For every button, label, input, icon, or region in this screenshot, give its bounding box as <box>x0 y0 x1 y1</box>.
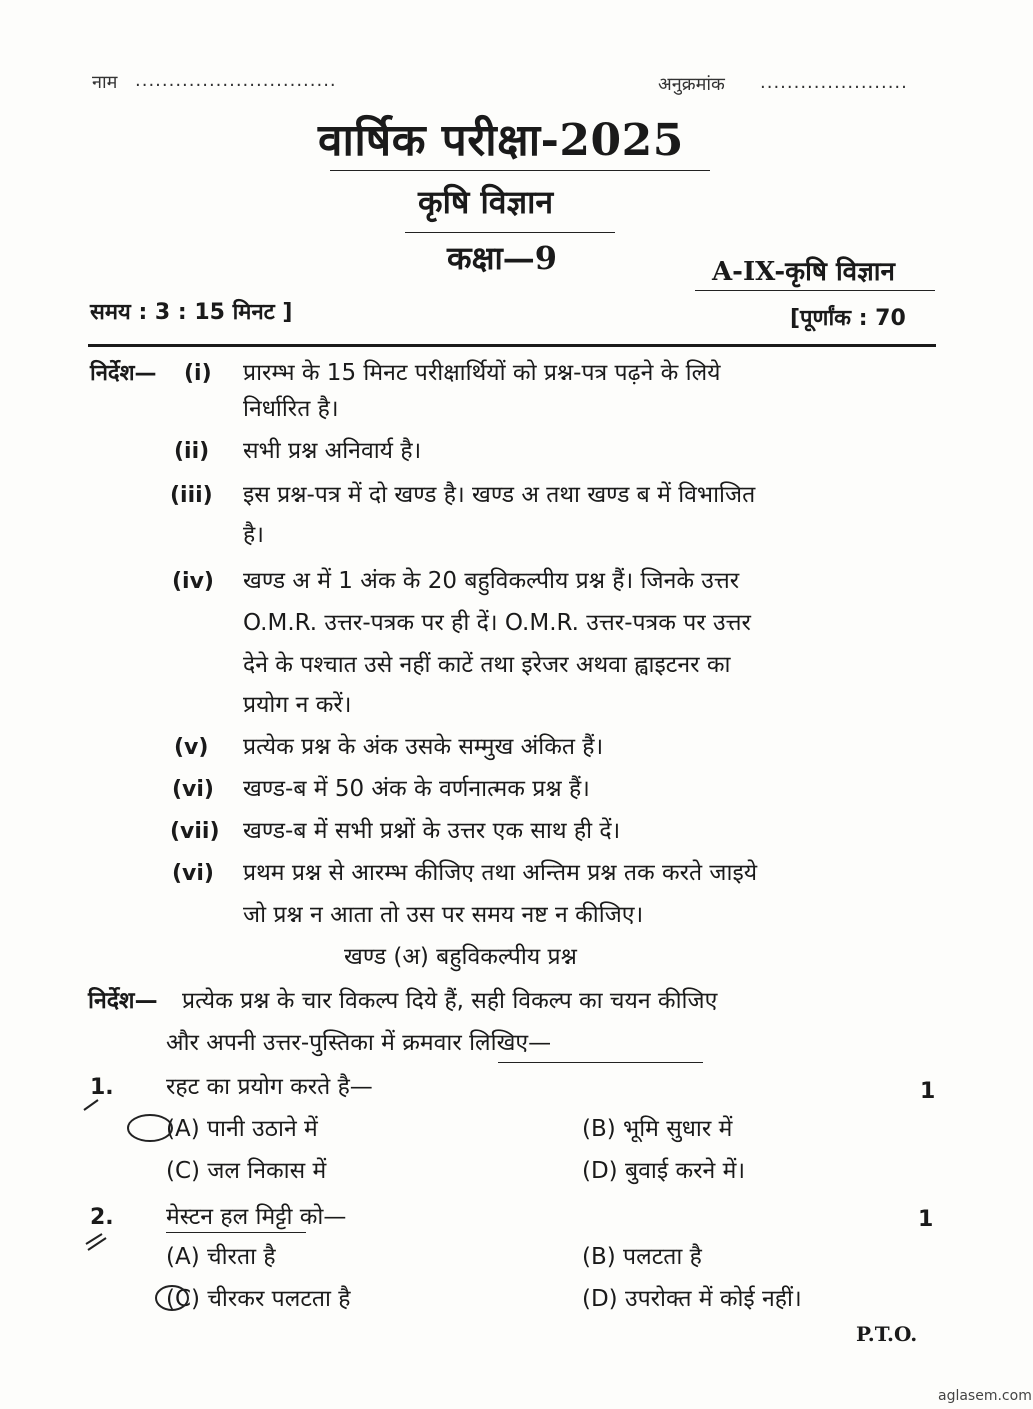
question-number: 2. <box>90 1205 114 1230</box>
option-a: (A) पानी उठाने में <box>166 1116 318 1142</box>
instruction-text: सभी प्रश्न अनिवार्य है। <box>243 438 422 464</box>
instruction-text: प्रारम्भ के 15 मिनट परीक्षार्थियों को प्रश्न-पत्र पढ़ने के लिये <box>243 360 721 386</box>
instruction-text: प्रथम प्रश्न से आरम्भ कीजिए तथा अन्तिम प्रश्न तक करते जाइये <box>243 860 758 886</box>
option-b: (B) पलटता है <box>582 1244 702 1270</box>
instruction-number: (vi) <box>172 861 214 886</box>
question-text: रहट का प्रयोग करते है— <box>166 1074 373 1100</box>
page-turn-over: P.T.O. <box>856 1322 918 1346</box>
instruction-number: (iii) <box>170 483 213 508</box>
question-number: 1. <box>90 1075 114 1100</box>
instruction-text-cont: देने के पश्चात उसे नहीं काटें तथा इरेजर अथवा ह्वाइटनर का <box>243 652 731 678</box>
roll-dots: ...................... <box>760 72 908 93</box>
name-dots: .............................. <box>135 70 337 91</box>
section-instructions-label: निर्देश— <box>88 988 158 1014</box>
instruction-text: प्रत्येक प्रश्न के अंक उसके सम्मुख अंकित हैं। <box>243 734 604 760</box>
instruction-text: खण्ड अ में 1 अंक के 20 बहुविकल्पीय प्रश्न हैं। जिनके उत्तर <box>243 568 740 594</box>
section-instructions-text: प्रत्येक प्रश्न के चार विकल्प दिये हैं, सही विकल्प का चयन कीजिए <box>182 988 718 1014</box>
header-rule <box>88 344 936 347</box>
option-d: (D) उपरोक्त में कोई नहीं। <box>582 1286 802 1312</box>
instruction-text-cont: O.M.R. उत्तर-पत्रक पर ही दें। O.M.R. उत्तर-पत्रक पर उत्तर <box>243 610 751 636</box>
option-b: (B) भूमि सुधार में <box>582 1116 733 1142</box>
instruction-text: खण्ड-ब में सभी प्रश्नों के उत्तर एक साथ ही दें। <box>243 818 621 844</box>
instruction-number: (iv) <box>172 569 214 594</box>
subject-underline <box>405 232 615 233</box>
instruction-text-cont: है। <box>243 522 264 548</box>
exam-time: समय : 3 : 15 मिनट ] <box>90 300 293 325</box>
section-heading: खण्ड (अ) बहुविकल्पीय प्रश्न <box>344 944 577 970</box>
instruction-text-cont: जो प्रश्न न आता तो उस पर समय नष्ट न कीजिए। <box>243 902 644 928</box>
handwritten-underline <box>498 1062 703 1063</box>
exam-title: वार्षिक परीक्षा-2025 <box>318 115 684 166</box>
instruction-text-cont: निर्धारित है। <box>243 396 339 422</box>
instruction-text: इस प्रश्न-पत्र में दो खण्ड है। खण्ड अ तथा खण्ड ब में विभाजित <box>243 482 756 508</box>
pen-tick-mark-icon <box>80 1092 180 1152</box>
instruction-number: (i) <box>184 361 212 386</box>
question-marks: 1 <box>920 1079 936 1104</box>
pen-tick-mark-icon <box>80 1224 190 1314</box>
instruction-number: (v) <box>174 735 209 760</box>
question-text: मेस्टन हल मिट्टी को— <box>166 1204 347 1230</box>
class-label: कक्षा—9 <box>447 239 558 277</box>
option-c: (C) चीरकर पलटता है <box>166 1286 351 1312</box>
option-c: (C) जल निकास में <box>166 1158 327 1184</box>
instruction-number: (vi) <box>172 777 214 802</box>
instruction-text: खण्ड-ब में 50 अंक के वर्णनात्मक प्रश्न हैं। <box>243 776 590 802</box>
instruction-number: (ii) <box>174 439 210 464</box>
roll-label: अनुक्रमांक <box>658 74 725 95</box>
instruction-text-cont: प्रयोग न करें। <box>243 692 352 718</box>
option-d: (D) बुवाई करने में। <box>582 1158 746 1184</box>
paper-code-underline <box>695 290 935 291</box>
title-underline <box>330 170 710 171</box>
subject-title: कृषि विज्ञान <box>418 183 554 221</box>
instruction-number: (vii) <box>170 819 220 844</box>
question-marks: 1 <box>918 1207 934 1232</box>
name-label: नाम <box>92 72 118 93</box>
watermark: aglasem.com <box>938 1388 1032 1404</box>
instructions-label: निर्देश— <box>90 361 157 386</box>
paper-code: A-IX-कृषि विज्ञान <box>712 257 895 287</box>
section-instructions-cont: और अपनी उत्तर-पुस्तिका में क्रमवार लिखिए— <box>166 1030 552 1056</box>
full-marks: [पूर्णांक : 70 <box>790 306 906 331</box>
option-a: (A) चीरता है <box>166 1244 276 1270</box>
